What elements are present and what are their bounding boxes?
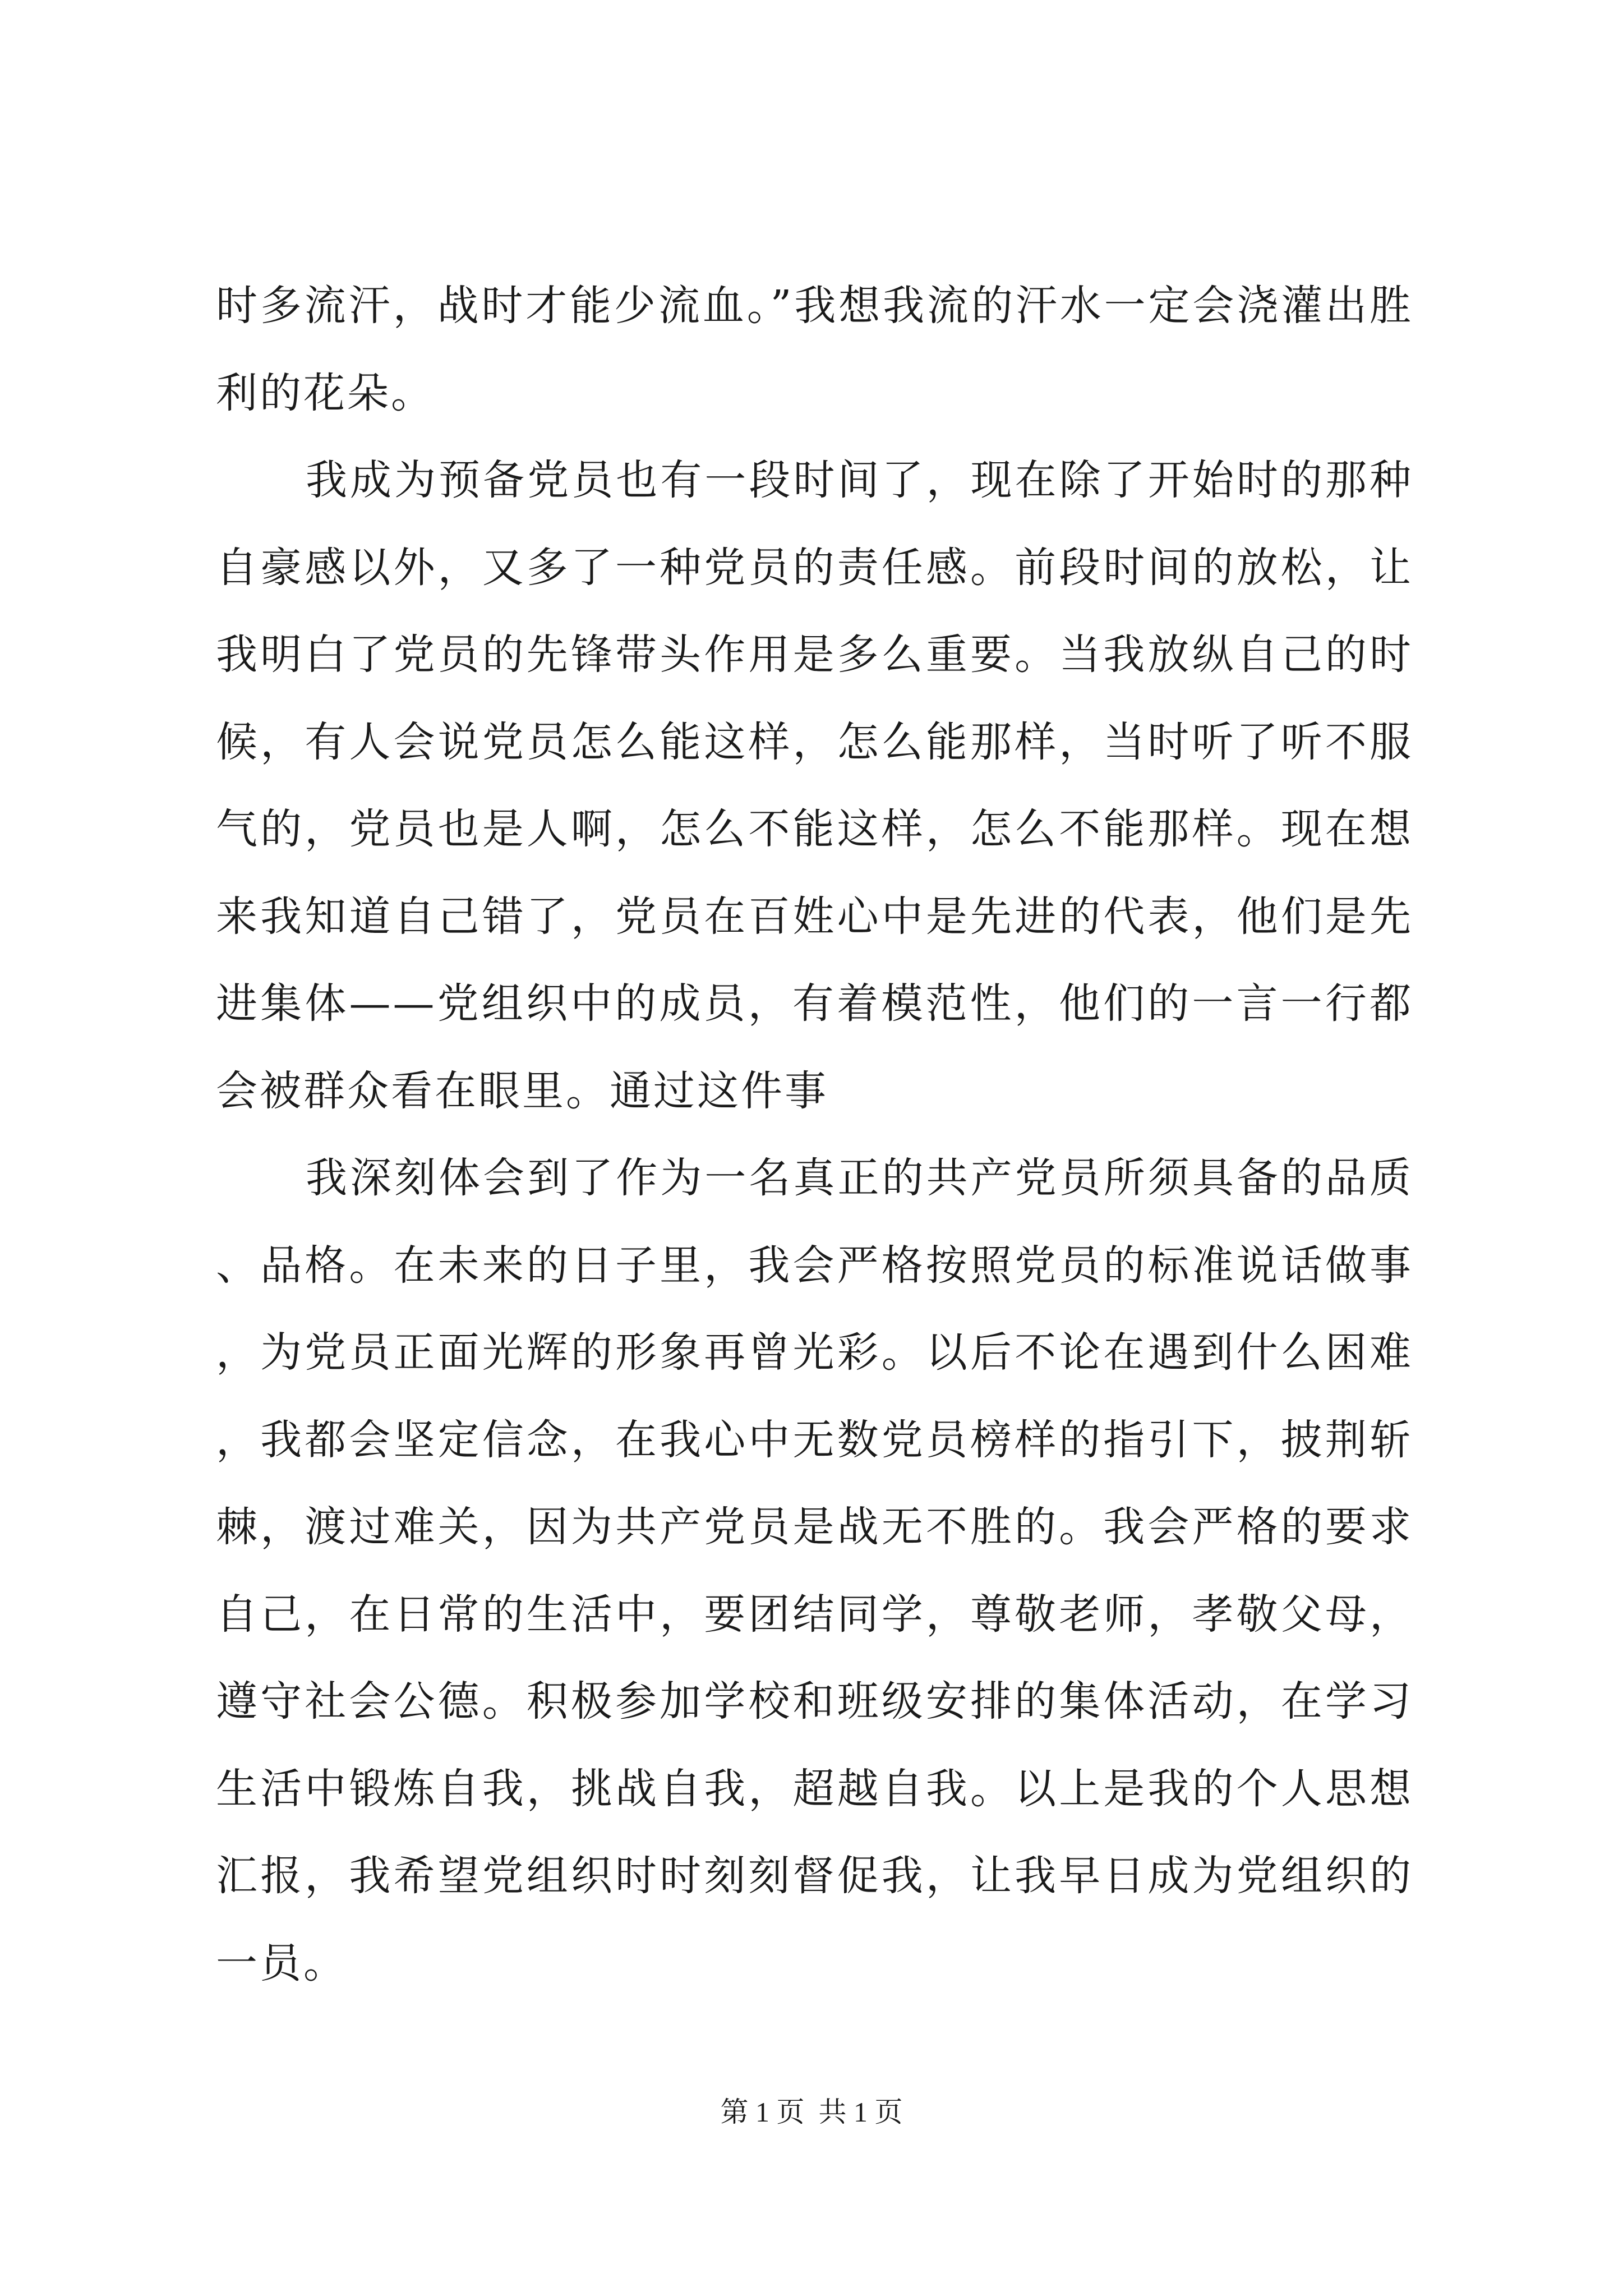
paragraph-2: 我成为预备党员也有一段时间了，现在除了开始时的那种自豪感以外，又多了一种党员的责任感。前段时间的放松，让我明白了党员的先锋带头作用是多么重要。当我放纵自己的时候，有人会说党员怎么能这样，怎么能那样，当时听了听不服气的，党员也是人啊，怎么不能这样，怎么不能那样。现在想来我知道自己错了，党员在百姓心中是先进的代表，他们是先进集体——党组织中的成员，有着模范性，他们的一言一行都会被群众看在眼里。通过这件事 bbox=[216, 456, 1413, 1115]
page-number-footer: 第 1 页 共 1 页 bbox=[720, 2096, 903, 2128]
document-body bbox=[216, 263, 1413, 2007]
paragraph-3: 我深刻体会到了作为一名真正的共产党员所须具备的品质、品格。在未来的日子里，我会严格按照党员的标准说话做事，为党员正面光辉的形象再曾光彩。以后不论在遇到什么困难，我都会坚定信念，在我心中无数党员榜样的指引下，披荆斩棘，渡过难关，因为共产党员是战无不胜的。我会严格的要求自己，在日常的生活中，要团结同学，尊敬老师，孝敬父母，遵守社会公德。积极参加学校和班级安排的集体活动，在学习生活中锻炼自我，挑战自我，超越自我。以上是我的个人思想汇报，我希望党组织时时刻刻督促我，让我早日成为党组织的一员。 bbox=[216, 1154, 1413, 1987]
paragraph-1: 时多流汗，战时才能少流血。”我想我流的汗水一定会浇灌出胜利的花朵。 bbox=[216, 282, 1413, 417]
